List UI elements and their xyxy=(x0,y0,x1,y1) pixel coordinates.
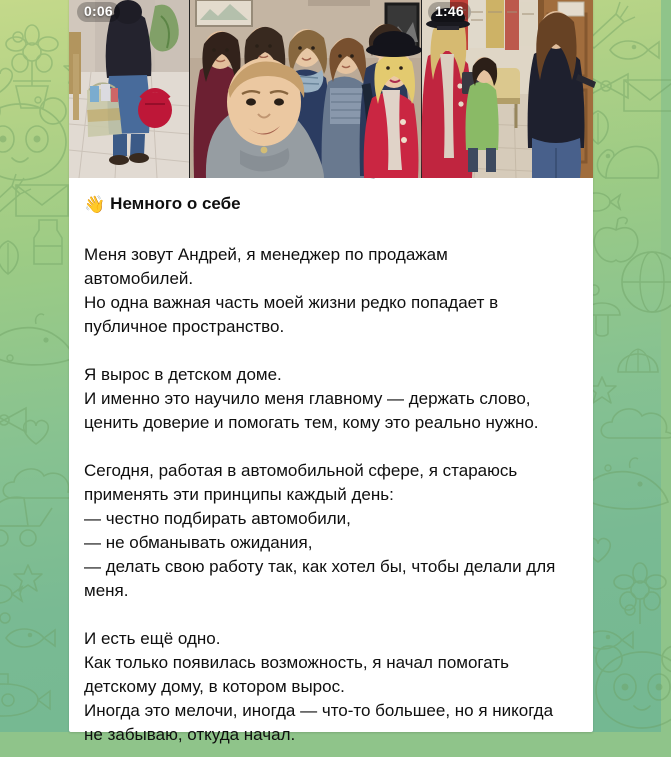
paragraph-4-line-5: не забываю, откуда начал. xyxy=(84,725,296,744)
paragraph-4-line-3: детскому дому, в котором вырос. xyxy=(84,677,345,696)
message-bubble[interactable] xyxy=(69,0,593,744)
album-photo-1[interactable] xyxy=(69,0,189,178)
photo-corridor-image xyxy=(422,0,593,178)
paragraph-3-line-5: — делать свою работу так, как хотел бы, чтобы делали для xyxy=(84,557,556,576)
waving-hand-icon: 👋 xyxy=(84,195,106,214)
paragraph-spacer xyxy=(84,339,577,363)
paragraph-3-line-4: — не обманывать ожидания, xyxy=(84,533,313,552)
paragraph-1-line-4: публичное пространство. xyxy=(84,317,285,336)
paragraph-1-line-1: Меня зовут Андрей, я менеджер по продажам xyxy=(84,245,448,264)
paragraph-spacer xyxy=(84,603,577,627)
paragraph-2-line-3: ценить доверие и помогать тем, кому это реально нужно. xyxy=(84,413,539,432)
photo-hallway-image xyxy=(69,0,189,178)
paragraph-spacer xyxy=(84,219,577,243)
paragraph-1 xyxy=(84,243,577,339)
paragraph-3-line-1: Сегодня, работая в автомобильной сфере, я стараюсь xyxy=(84,461,518,480)
paragraph-4 xyxy=(84,627,577,747)
photo-album-grid[interactable] xyxy=(69,0,593,178)
paragraph-3-line-3: — честно подбирать автомобили, xyxy=(84,509,351,528)
album-photo-2[interactable] xyxy=(190,0,421,178)
message-heading-text: Немного о себе xyxy=(110,194,241,213)
album-photo-3[interactable] xyxy=(422,0,593,178)
photo-3-duration-badge: 1:46 xyxy=(428,2,471,22)
photo-group-selfie-image xyxy=(190,0,421,178)
message-text-body xyxy=(69,178,593,757)
paragraph-spacer xyxy=(84,435,577,459)
paragraph-3 xyxy=(84,459,577,603)
paragraph-2-line-1: Я вырос в детском доме. xyxy=(84,365,282,384)
message-heading xyxy=(84,192,577,217)
paragraph-2 xyxy=(84,363,577,435)
paragraph-4-line-4: Иногда это мелочи, иногда — что-то большее, но я никогда xyxy=(84,701,554,720)
paragraph-3-line-2: применять эти принципы каждый день: xyxy=(84,485,394,504)
paragraph-1-line-3: Но одна важная часть моей жизни редко попадает в xyxy=(84,293,499,312)
photo-1-duration-badge: 0:06 xyxy=(77,2,120,22)
paragraph-1-line-2: автомобилей. xyxy=(84,269,194,288)
paragraph-3-line-6: меня. xyxy=(84,581,129,600)
paragraph-4-line-2: Как только появилась возможность, я начал помогать xyxy=(84,653,509,672)
paragraph-2-line-2: И именно это научило меня главному — держать слово, xyxy=(84,389,531,408)
paragraph-4-line-1: И есть ещё одно. xyxy=(84,629,221,648)
